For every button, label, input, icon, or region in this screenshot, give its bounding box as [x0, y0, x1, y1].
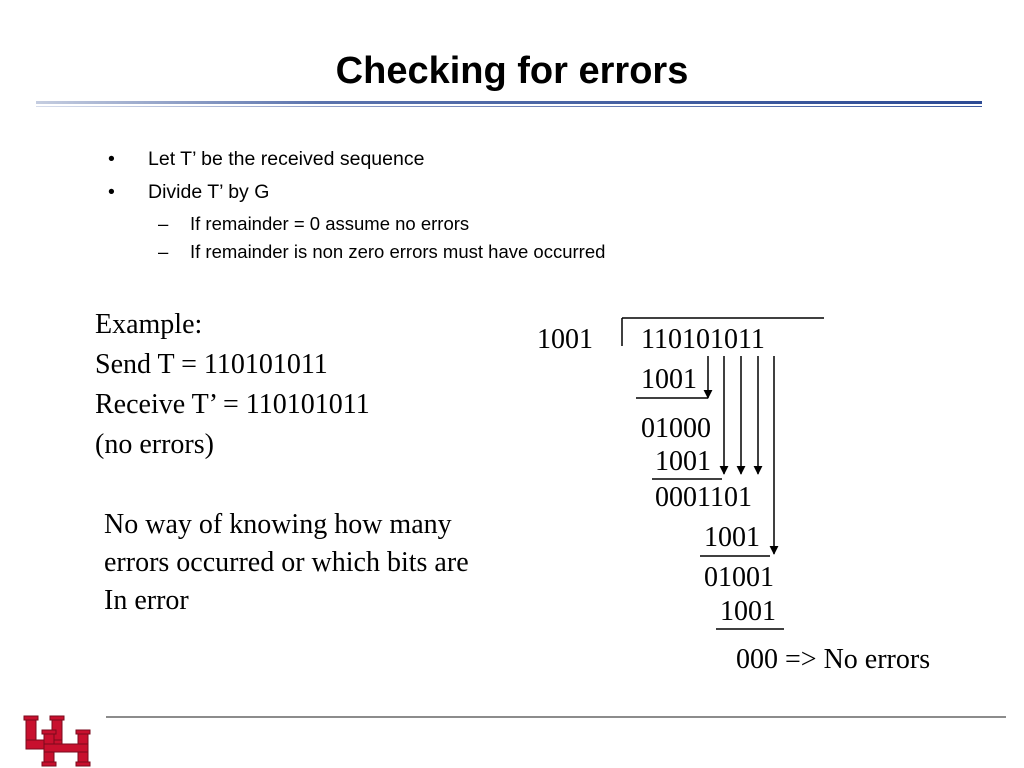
sub-bullet-text: If remainder = 0 assume no errors — [190, 213, 470, 234]
division-step: 1001 — [655, 446, 711, 477]
bullet-text: Divide T’ by G — [148, 181, 270, 203]
example-receive-line: Receive T’ = 110101011 — [95, 389, 370, 420]
dividend: 110101011 — [641, 324, 765, 355]
example-send-line: Send T = 110101011 — [95, 349, 328, 380]
division-result: 000 => No errors — [736, 644, 931, 675]
note-line: No way of knowing how many — [104, 509, 452, 540]
division-step: 01001 — [704, 562, 774, 593]
example-heading: Example: — [95, 309, 203, 340]
bullet-marker: • — [108, 181, 115, 203]
footer-divider — [106, 716, 1006, 718]
division-step: 1001 — [720, 596, 776, 627]
division-step: 1001 — [641, 364, 697, 395]
division-step: 01000 — [641, 413, 711, 444]
sub-bullet-text: If remainder is non zero errors must have occurred — [190, 241, 606, 262]
university-of-houston-logo — [22, 712, 106, 768]
division-step: 1001 — [704, 522, 760, 553]
example-status-line: (no errors) — [95, 429, 214, 460]
note-line: In error — [104, 585, 189, 616]
note-line: errors occurred or which bits are — [104, 547, 469, 578]
division-step: 0001101 — [655, 482, 752, 513]
sub-bullet-marker: – — [158, 241, 169, 262]
bullet-marker: • — [108, 148, 115, 170]
divisor: 1001 — [537, 324, 593, 355]
slide-title: Checking for errors — [335, 50, 689, 92]
bullet-text: Let T’ be the received sequence — [148, 148, 425, 170]
sub-bullet-marker: – — [158, 213, 169, 234]
